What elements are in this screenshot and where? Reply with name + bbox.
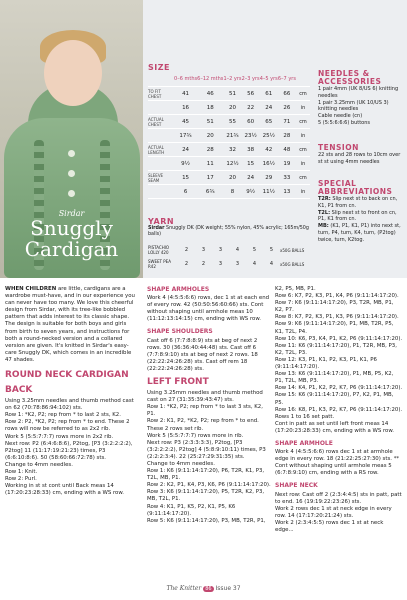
yarn-quantity: 5: [252, 247, 257, 253]
photo-head: [44, 40, 102, 106]
size-row-label: [148, 129, 174, 143]
needle-item: 5 (5:5:6:6:6) buttons: [318, 119, 371, 126]
size-value: 11½: [260, 185, 278, 199]
yarn-quantity: 4: [235, 247, 240, 253]
size-row: [148, 101, 310, 115]
issue-label: Issue 37: [215, 585, 241, 592]
instruction-line: Cont in patt as set until left front meas 14 (17:20:23:28:33) cm, ending with a WS row.: [275, 420, 394, 434]
instruction-line: Change to 4mm needles.: [5, 461, 73, 468]
neck-heading: SHAPE NECK: [275, 482, 318, 490]
size-value: 17: [197, 171, 223, 185]
size-unit: in: [296, 101, 310, 115]
size-value: 24: [242, 171, 260, 185]
size-value: 20: [223, 171, 241, 185]
size-row-label: ACTUAL LENGTH: [148, 143, 174, 157]
instruction-line: Row 5: K6 (9:11:14:17:20), P3, MB, T2R, P1,: [147, 517, 266, 524]
size-value: 45: [174, 115, 197, 129]
size-col: 1–2 yrs: [223, 72, 241, 87]
instruction-line: Row 15: K6 (9:11:14:17:20), P7, K2, P1, MB, P5.: [275, 392, 394, 406]
size-table: [148, 72, 310, 199]
needles-section: [318, 70, 402, 127]
tension-section: [318, 144, 402, 166]
left-front-heading: LEFT FRONT: [147, 377, 209, 388]
armholes-heading: SHAPE ARMHOLES: [147, 286, 210, 293]
yarn-quantity: 2: [184, 247, 189, 253]
size-value: 19: [278, 157, 296, 171]
size-value: 38: [242, 143, 260, 157]
size-value: 55: [223, 115, 241, 129]
size-value: 48: [278, 143, 296, 157]
size-value: 16: [174, 101, 197, 115]
size-value: 32: [223, 143, 241, 157]
size-row: [148, 157, 310, 171]
needles-heading: NEEDLES & ACCESSORIES: [318, 69, 382, 86]
size-row-label: [148, 101, 174, 115]
instruction-line: Row 4: K1, P1, K5, P2, K1, P5, K6 (9:11:14:17:20).: [147, 503, 236, 517]
size-col: 6–7 yrs: [278, 72, 296, 87]
column-2: [147, 286, 271, 525]
size-col: 6–12 mths: [197, 72, 223, 87]
size-value: 28: [197, 143, 223, 157]
abbr-item: MB: (K1, P1, K1, P1) into next st, turn, P4, turn, K4, turn, (P2tog) twice, turn, K2tog.: [318, 223, 401, 243]
size-value: 22: [242, 101, 260, 115]
yarn-quantity: 3: [235, 261, 240, 267]
size-value: 11: [197, 157, 223, 171]
instruction-line: Work 2 rows dec 1 st at neck edge in every row. 14 (17:17:20:21:24) sts.: [275, 505, 392, 519]
instruction-line: Next row: P3 (2:3:3:3:3), P2tog, [P3 (3:2:2:2:2), P2tog] 4 (5:8:9:10:11) times, P3 (2:2:2:3:4). 22 (25:27:29:31:35) sts.: [147, 439, 266, 460]
size-row: [148, 185, 310, 199]
size-value: 51: [223, 87, 241, 101]
instruction-line: Row 16: K8, P1, K3, P2, K7, P6 (9:11:14:17:20).: [275, 406, 403, 413]
abbr-item: T2R: Slip next st to back on cn, K1, P1 from cn.: [318, 196, 398, 209]
size-unit: cm: [296, 87, 310, 101]
magazine-name: The Knitter: [166, 585, 202, 592]
column-3: [275, 286, 403, 534]
size-row: [148, 171, 310, 185]
yarn-quantity: 5: [269, 247, 274, 253]
instruction-line: Change to 4mm needles.: [147, 460, 215, 467]
size-heading: SIZE: [148, 63, 171, 72]
size-row-label: TO FIT CHEST: [148, 87, 174, 101]
instruction-line: Row 1: *K2, P2; rep from * to last 2 sts, K2.: [5, 412, 121, 419]
title-line1: Snuggly: [30, 216, 113, 240]
neck-instructions: [275, 492, 403, 535]
armholes-text: Work 4 (4:5:5:6:6) rows, dec 1 st at each end of every row. 42 (50:50:56:60:66) sts. Cont without shaping until armhole meas 10 (11:12:13:14:15) cm, ending with WS row.: [147, 295, 270, 323]
instruction-line: Row 1: *K2, P2; rep from * to last 3 sts, K2, P1.: [147, 404, 263, 418]
size-value: 16½: [260, 157, 278, 171]
yarn-brand: Sirdar: [148, 226, 165, 231]
size-row: [148, 115, 310, 129]
yarn-row: [148, 257, 310, 271]
size-value: 12½: [223, 157, 241, 171]
pattern-title: [0, 205, 143, 278]
instruction-line: K2, P5, MB, P1.: [275, 286, 316, 292]
instruction-line: Next row: Cast off 2 (2:3:4:4:5) sts in patt, patt to end. 16 (19:19:22:23:26) sts.: [275, 491, 402, 505]
size-value: 60: [242, 115, 260, 129]
yarn-quantity: 4: [252, 261, 257, 267]
back-instructions: [5, 398, 138, 497]
size-value: 33: [278, 171, 296, 185]
yarn-quantity: 2: [201, 261, 206, 267]
size-row-label: ACTUAL CHEST: [148, 115, 174, 129]
size-value: 6¾: [197, 185, 223, 199]
size-value: 61: [260, 87, 278, 101]
size-unit: cm: [296, 171, 310, 185]
size-value: 51: [197, 115, 223, 129]
title-line2: Cardigan: [24, 237, 119, 261]
size-row: [148, 87, 310, 101]
size-value: 15: [242, 157, 260, 171]
abbreviations-heading: SPECIAL ABBREVIATIONS: [318, 179, 393, 196]
size-value: 13: [278, 185, 296, 199]
size-col: 0–6 mths: [174, 72, 197, 87]
instruction-line: Row 10: K6, P3, K4, P1, K2, P6 (9:11:14:17:20).: [275, 335, 403, 342]
size-value: 24: [260, 101, 278, 115]
needle-item: 1 pair 4mm (UK 8/US 6) knitting needles: [318, 86, 399, 99]
size-value: 56: [242, 87, 260, 101]
yarn-quantity: 3: [201, 247, 206, 253]
yarn-quantity: 2: [184, 261, 189, 267]
size-value: 18: [197, 101, 223, 115]
size-row-label: SLEEVE SEAM: [148, 171, 174, 185]
tension-text: 22 sts and 28 rows to 10cm over st st using 4mm needles: [318, 152, 401, 165]
instruction-line: Row 2: K1, P2, *K2, P2; rep from * to end. These 2 rows set rib.: [147, 418, 259, 432]
size-unit: cm: [296, 115, 310, 129]
instruction-line: Row 1: Knit.: [5, 468, 38, 475]
instruction-line: Working in st st cont until Back meas 14 (17:20:23:28:33) cm, ending with a WS row.: [5, 483, 124, 497]
yarn-desc: Snuggly DK (DK weight; 55% nylon, 45% acrylic; 165m/50g balls): [148, 226, 309, 237]
size-value: 24: [174, 143, 197, 157]
size-value: 9½: [242, 185, 260, 199]
size-value: 28: [278, 129, 296, 143]
size-value: 46: [197, 87, 223, 101]
size-value: 65: [260, 115, 278, 129]
intro-paragraph: WHEN CHILDREN are little, cardigans are a wardrobe must-have, and in our experience you can never have too many. We love this cheerful design from Sirdar, with its tree-like bobbled pattern that adds interest to its classic shape. The design is suitable for both boys and girls from birth to seven years, and instructions for both a round-necked version and a collared version are given. It's knitted in Sirdar's easy-care Snuggly DK, which comes in an incredible 47 shades.: [5, 286, 135, 363]
photo-button: [68, 150, 75, 157]
photo-button: [68, 190, 75, 197]
armhole-text: Work 4 (4:5:5:6:6) rows dec 1 st at armhole edge in every row. 18 (21:22:25:27:30) sts. ** Cont without shaping until armhole meas 5 (6:7:8:9:10) cm, ending with a RS row.: [275, 449, 400, 477]
instruction-line: Row 1: K6 (9:11:14:17:20), P6, T2R, K1, P3, T2L, MB, P1.: [147, 468, 265, 482]
back-heading: BACK: [5, 385, 33, 396]
size-unit: in: [296, 157, 310, 171]
instruction-line: Row 6: K7, P2, K3, P1, K4, P6 (9:11:14:17:20).: [275, 293, 399, 300]
left-front-instructions: [147, 390, 271, 525]
tension-heading: TENSION: [318, 143, 359, 152]
instruction-line: Row 2: Purl.: [5, 476, 37, 483]
instruction-line: Using 3.25mm needles and thumb method cast on 27 (31:35:39:43:47) sts.: [147, 390, 263, 404]
needle-item: Cable needle (cn): [318, 113, 363, 120]
size-row-label: [148, 185, 174, 199]
yarn-shade: SWEET PEA R42: [148, 259, 171, 269]
instruction-line: Row 13: K6 (9:11:14:17:20), P1, MB, P5, K2, P1, T2L, MB, P3.: [275, 371, 394, 385]
yarn-description: [148, 226, 310, 238]
size-row: [148, 129, 310, 143]
instruction-line: Work 2 (2:3:4:5:5) rows dec 1 st at neck edge...: [275, 519, 384, 533]
instruction-line: Row 8: K7, P2, K3, P1, K3, P6 (9:11:14:17:20).: [275, 314, 399, 321]
title-kicker: Sirdar: [58, 209, 85, 218]
instruction-line: Row 2: K2, P1, K4, P3, K6, P6 (9:11:14:17:20).: [147, 482, 271, 489]
yarn-shade: PISTACHIO LOLLY 420: [148, 245, 170, 255]
size-col: 4–5 yrs: [260, 72, 278, 87]
size-value: 8: [223, 185, 241, 199]
page-number: 86: [205, 586, 212, 592]
size-value: 21¾: [223, 129, 241, 143]
yarn-quantity: 3: [218, 247, 223, 253]
size-row-label: [148, 157, 174, 171]
instruction-line: Row 11: K6 (9:11:14:17:20), P1, T2R, MB, P3, K2, T2L, P3.: [275, 342, 397, 356]
abbr-item: T2L: Slip next st to front on cn, P1, K1 from cn.: [318, 209, 397, 223]
yarn-table: [148, 243, 310, 271]
shoulders-heading: SHAPE SHOULDERS: [147, 328, 213, 336]
size-value: 23½: [242, 129, 260, 143]
yarn-heading: YARN: [148, 217, 175, 226]
yarn-quantity: 4: [269, 261, 274, 267]
size-value: 20: [197, 129, 223, 143]
round-neck-heading: ROUND NECK CARDIGAN: [5, 370, 129, 381]
instruction-line: Row 12: K3, P1, K1, P2, K3, P1, K1, P6 (9:11:14:17:20).: [275, 356, 377, 371]
shoulders-text: Cast off 6 (7:7:8:8:9) sts at beg of next 2 rows. 30 (36:36:40:44:48) sts. Cast off 6 (7:7:8:9:10) sts at beg of next 2 rows. 18 (22:22:24:26:28) sts. Cast off rem 18 (22:22:24:26:28) sts.: [147, 337, 258, 372]
size-value: 20: [223, 101, 241, 115]
size-value: 29: [260, 171, 278, 185]
yarn-unit: x50G BALLS: [280, 261, 305, 267]
instruction-line: Using 3.25mm needles and thumb method cast on 62 (70:78:86:94:102) sts.: [5, 398, 134, 412]
yarn-quantity: 3: [218, 261, 223, 267]
instruction-line: Row 9: K6 (9:11:14:17:20), P1, MB, T2R, P5, K1, T2L, P4.: [275, 321, 394, 335]
armhole-heading: SHAPE ARMHOLE: [275, 439, 333, 447]
instruction-line: Next row: P2 (6:4:6:8:6), P2tog, [P3 (3:2:2:2:2), P2tog] 11 (11:17:19:21:23) times, P3 (6:6:10:8:6). 50 (58:60:66:72:78) sts.: [5, 440, 133, 461]
size-value: 6: [174, 185, 197, 199]
needle-item: 1 pair 3.25mm (UK 10/US 3) knitting needles: [318, 99, 389, 113]
column-1: [5, 286, 138, 497]
instruction-line: Row 14: K4, P1, K2, P2, K7, P6 (9:11:14:17:20).: [275, 385, 403, 392]
yarn-unit: x50G BALLS: [280, 247, 305, 253]
instruction-line: Row 7: K6 (9:11:14:17:20), P3, T2R, MB, P1, K2, P7.: [275, 300, 394, 314]
size-value: 25½: [260, 129, 278, 143]
photo-button: [68, 170, 75, 177]
size-value: 66: [278, 87, 296, 101]
instruction-line: Rows 1 to 16 set patt.: [275, 413, 335, 420]
size-unit: in: [296, 185, 310, 199]
size-unit: cm: [296, 143, 310, 157]
instruction-line: Row 3: K6 (9:11:14:17:20), P5, T2R, K2, P3, MB, T2L, P1.: [147, 489, 265, 503]
instruction-line: Row 2: P2, *K2, P2; rep from * to end. These 2 rows will now be referred to as 2x2 rib.: [5, 419, 130, 433]
size-value: 41: [174, 87, 197, 101]
size-col: 2–3 yrs: [242, 72, 260, 87]
abbreviations-section: [318, 180, 402, 244]
instruction-line: Work 5 (5:5:7:7:7) rows more in 2x2 rib.: [5, 433, 114, 440]
size-value: 15: [174, 171, 197, 185]
size-value: 71: [278, 115, 296, 129]
size-unit: in: [296, 129, 310, 143]
pattern-rows: [275, 286, 403, 435]
size-row: [148, 143, 310, 157]
yarn-row: [148, 243, 310, 257]
size-value: 17¾: [174, 129, 197, 143]
page-footer: [0, 585, 407, 592]
instruction-line: Work 5 (5:5:7:7:7) rows more in rib.: [147, 432, 244, 439]
size-header-row: [148, 72, 310, 87]
size-value: 9½: [174, 157, 197, 171]
size-value: 26: [278, 101, 296, 115]
size-value: 42: [260, 143, 278, 157]
